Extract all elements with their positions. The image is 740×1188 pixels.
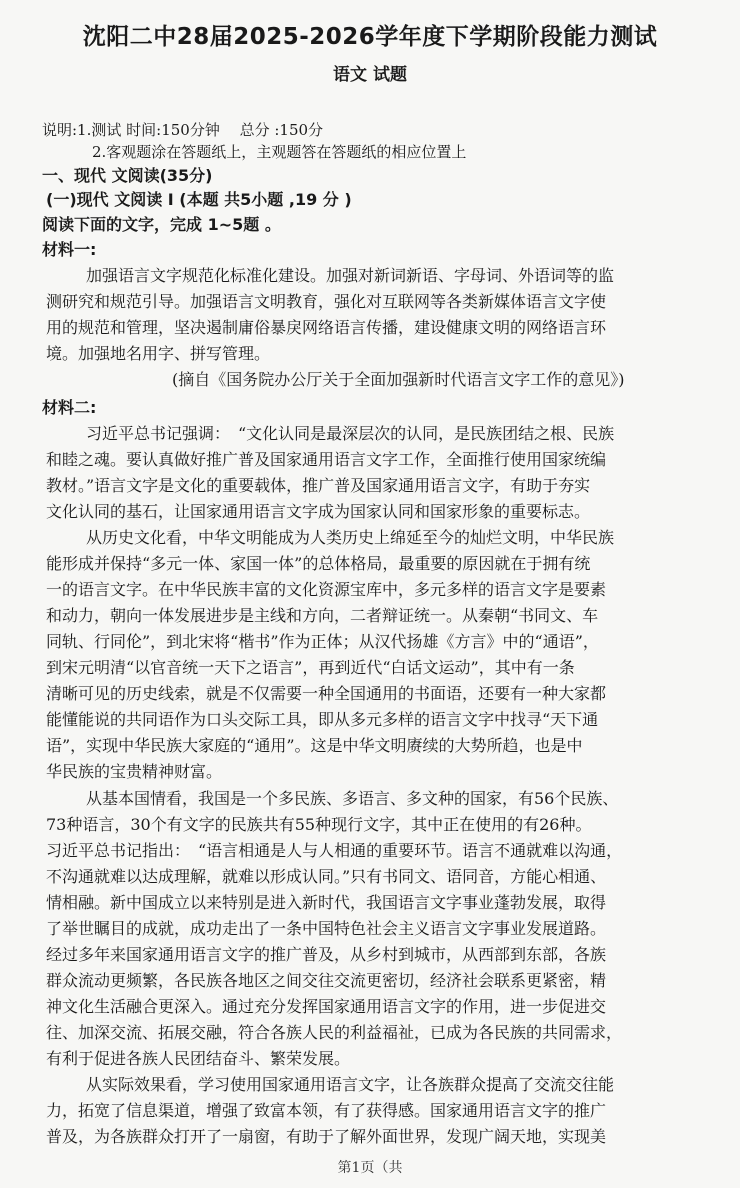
material-2-line: 习近平总书记指出： “语言相通是人与人相通的重要环节。语言不通就难以沟通，: [46, 841, 623, 860]
material-2-line: 能形成并保持“多元一体、家国一体”的总体格局，最重要的原因就在于拥有统: [46, 554, 591, 573]
material-2-line: 情相融。新中国成立以来特别是进入新时代，我国语言文字事业蓬勃发展，取得: [46, 893, 607, 912]
material-2-line: 语”，实现中华民族大家庭的“通用”。这是中华文明赓续的大势所趋，也是中: [46, 736, 583, 755]
material-1-source: (摘自《国务院办公厅关于全面加强新时代语言文字工作的意见》): [172, 370, 625, 389]
material-2-line: 73种语言，30个有文字的民族共有55种现行文字，其中正在使用的有26种。: [46, 815, 592, 834]
material-2-line: 不沟通就难以达成理解，就难以形成认同。”只有书同文、语同音，方能心相通、: [46, 867, 607, 886]
exam-title: 沈阳二中28届2025-2026学年度下学期阶段能力测试: [82, 24, 658, 50]
material-2-line: 往、加深交流、拓展交融，符合各族人民的利益福祉，已成为各民族的共同需求，: [46, 1023, 623, 1042]
material-2-line: 经过多年来国家通用语言文字的推广普及，从乡村到城市，从西部到东部，各族: [46, 945, 607, 964]
material-2-line: 力，拓宽了信息渠道，增强了致富本领，有了获得感。国家通用语言文字的推广: [46, 1101, 607, 1120]
reading-instruction: 阅读下面的文字，完成 1~5题 。: [42, 215, 281, 234]
material-2-line: 到宋元明清“以官音统一天下之语言”，再到近代“白话文运动”，其中有一条: [46, 658, 575, 677]
note-line-1: 说明:1.测试 时间:150分钟 总分 :150分: [42, 121, 324, 139]
material-2-line: 教材。”语言文字是文化的重要载体，推广普及国家通用语言文字，有助于夯实: [46, 476, 591, 495]
material-2-line: 和睦之魂。要认真做好推广普及国家通用语言文字工作，全面推行使用国家统编: [46, 450, 607, 469]
material-2-line: 从实际效果看，学习使用国家通用语言文字，让各族群众提高了交流交往能: [86, 1075, 615, 1094]
material-1-line: 境。加强地名用字、拼写管理。: [46, 344, 271, 363]
material-2-line: 清晰可见的历史线索，就是不仅需要一种全国通用的书面语，还要有一种大家都: [46, 684, 607, 703]
material-1-line: 测研究和规范引导。加强语言文明教育，强化对互联网等各类新媒体语言文字使: [46, 292, 607, 311]
material-2-line: 普及，为各族群众打开了一扇窗，有助于了解外面世界，发现广阔天地，实现美: [46, 1127, 607, 1146]
note-line-2: 2.客观题涂在答题纸上，主观题答在答题纸的相应位置上: [92, 143, 467, 161]
material-2-line: 了举世瞩目的成就，成功走出了一条中国特色社会主义语言文字事业发展道路。: [46, 919, 607, 938]
page-number: 第1页（共: [337, 1160, 403, 1176]
material-2-line: 神文化生活融合更深入。通过充分发挥国家通用语言文字的作用，进一步促进交: [46, 997, 607, 1016]
section-subheading: (一)现代 文阅读 Ⅰ (本题 共5小题 ,19 分 ): [46, 190, 352, 209]
material-2-line: 从基本国情看，我国是一个多民族、多语言、多文种的国家，有56个民族、: [86, 789, 619, 808]
section-heading: 一、现代 文阅读(35分): [42, 166, 213, 185]
material-2-line: 文化认同的基石，让国家通用语言文字成为国家认同和国家形象的重要标志。: [46, 502, 591, 521]
material-2-line: 从历史文化看，中华文明能成为人类历史上绵延至今的灿烂文明，中华民族: [86, 528, 615, 547]
material-2-line: 群众流动更频繁，各民族各地区之间交往交流更密切，经济社会联系更紧密，精: [46, 971, 607, 990]
material-2-line: 一的语言文字。在中华民族丰富的文化资源宝库中，多元多样的语言文字是要素: [46, 580, 607, 599]
material-1-label: 材料一:: [42, 240, 97, 259]
material-2-line: 华民族的宝贵精神财富。: [46, 762, 223, 781]
material-2-line: 有利于促进各族人民团结奋斗、繁荣发展。: [46, 1049, 351, 1068]
exam-subject: 语文 试题: [333, 65, 407, 85]
material-2-line: 能懂能说的共同语作为口头交际工具，即从多元多样的语言文字中找寻“天下通: [46, 710, 599, 729]
material-1-line: 加强语言文字规范化标准化建设。加强对新词新语、字母词、外语词等的监: [86, 266, 615, 285]
material-1-line: 用的规范和管理，坚决遏制庸俗暴戾网络语言传播，建设健康文明的网络语言环: [46, 318, 607, 337]
material-2-label: 材料二:: [42, 398, 97, 417]
material-2-line: 同轨、行同伦”，到北宋将“楷书”作为正体；从汉代扬雄《方言》中的“通语”，: [46, 632, 599, 651]
material-2-line: 和动力，朝向一体发展进步是主线和方向，二者辩证统一。从秦朝“书同文、车: [46, 606, 599, 625]
material-2-line: 习近平总书记强调： “文化认同是最深层次的认同，是民族团结之根、民族: [86, 424, 615, 443]
